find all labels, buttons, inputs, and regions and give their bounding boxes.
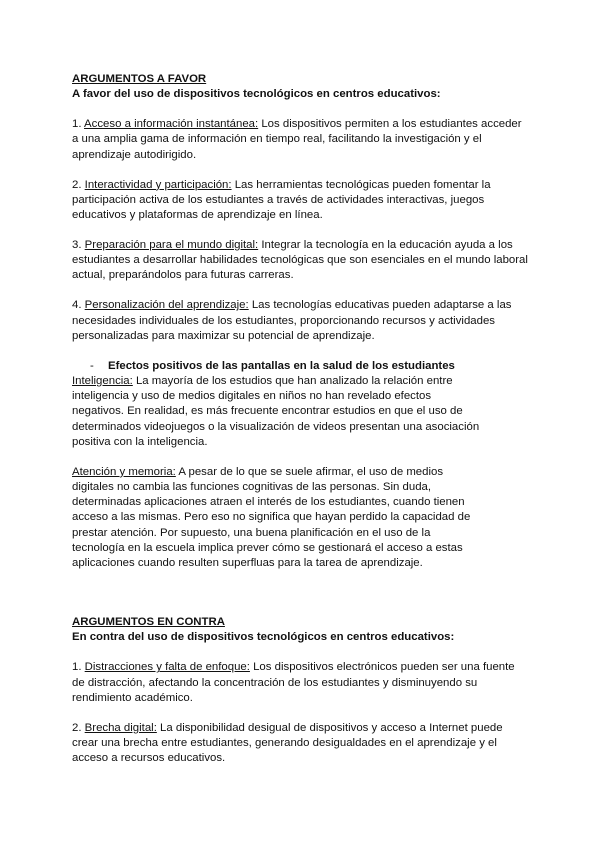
item-text: Integrar la tecnología en la educación ayuda a los estudiantes a desarrollar habilidades tecnológicas que son esenciales en el mundo laboral actual, preparándolos para futuras carreras. xyxy=(72,239,528,282)
section-title-favor: ARGUMENTOS A FAVOR xyxy=(72,73,207,85)
inteligencia-text: La mayoría de los estudios que han analizado la relación entre inteligencia y uso de medios digitales en niños no han revelado efectos negativos. En realidad, es más frecuente encontrar estudios en que el uso de determinados videojuegos o la visualización de videos presentan una asociación positiva con la inteligencia. xyxy=(72,375,480,448)
item-number: 4. xyxy=(72,299,85,312)
item-text: Los dispositivos permiten a los estudiantes acceder a una amplia gama de información en tiempo real, facilitando la investigación y el aprendizaje autodirigido. xyxy=(72,118,522,161)
item-label: Preparación para el mundo digital: xyxy=(84,239,259,252)
item-number: 3. xyxy=(72,239,85,252)
item-number: 1. xyxy=(72,661,85,674)
item-label: Personalización del aprendizaje: xyxy=(84,299,249,312)
item-label: Acceso a información instantánea: xyxy=(84,118,259,131)
favor-item-1 xyxy=(72,117,530,163)
item-label: Interactividad y participación: xyxy=(84,178,232,191)
atencion-text: A pesar de lo que se suele afirmar, el uso de medios digitales no cambia las funciones cognitivas de las personas. Sin duda, determinadas aplicaciones atraen el interés de los estudiantes, cuando tienen acceso a las mismas. Pero eso no significa que hayan perdido la capacidad de prestar atención. Por supuesto, una buena planificación en el uso de la tecnología en la escuela implica prever cómo se gestionará el acceso a estas aplicaciones cuando resulten superfluas para la tarea de aprendizaje. xyxy=(72,465,471,570)
item-text: Las tecnologías educativas pueden adaptarse a las necesidades individuales de los estudiantes, proporcionando recursos y actividades personalizadas para maximizar su potencial de aprendizaje. xyxy=(72,299,512,342)
atencion-paragraph xyxy=(72,465,482,571)
bullet-heading xyxy=(72,359,530,374)
bullet-dot: - xyxy=(90,359,94,372)
favor-item-4 xyxy=(72,298,530,344)
contra-item-2 xyxy=(72,721,530,767)
section-subtitle-favor: A favor del uso de dispositivos tecnológicos en centros educativos: xyxy=(72,88,441,101)
section-subtitle-contra: En contra del uso de dispositivos tecnológicos en centros educativos: xyxy=(72,631,455,644)
item-number: 1. xyxy=(72,118,85,131)
document-page xyxy=(72,72,530,766)
section-title-contra: ARGUMENTOS EN CONTRA xyxy=(72,616,225,629)
favor-item-3 xyxy=(72,238,530,284)
inteligencia-paragraph xyxy=(72,374,482,450)
item-label: Distracciones y falta de enfoque: xyxy=(84,661,250,674)
contra-item-1 xyxy=(72,660,530,706)
inteligencia-label: Inteligencia: xyxy=(72,375,133,388)
item-label: Brecha digital: xyxy=(84,721,157,734)
atencion-label: Atención y memoria: xyxy=(72,465,176,478)
item-text: Los dispositivos electrónicos pueden ser una fuente de distracción, afectando la concentración de los estudiantes y disminuyendo su rendimiento académico. xyxy=(72,661,515,704)
favor-item-2 xyxy=(72,178,530,224)
item-number: 2. xyxy=(72,178,85,191)
item-text: La disponibilidad desigual de dispositivos y acceso a Internet puede crear una brecha entre estudiantes, generando desigualdades en el aprendizaje y el acceso a recursos educativos. xyxy=(72,721,503,765)
bullet-heading-text: Efectos positivos de las pantallas en la salud de los estudiantes xyxy=(108,359,455,372)
item-text: Las herramientas tecnológicas pueden fomentar la participación activa de los estudiantes a través de actividades interactivas, juegos educativos y plataformas de aprendizaje en línea. xyxy=(72,178,491,222)
item-number: 2. xyxy=(72,721,85,734)
